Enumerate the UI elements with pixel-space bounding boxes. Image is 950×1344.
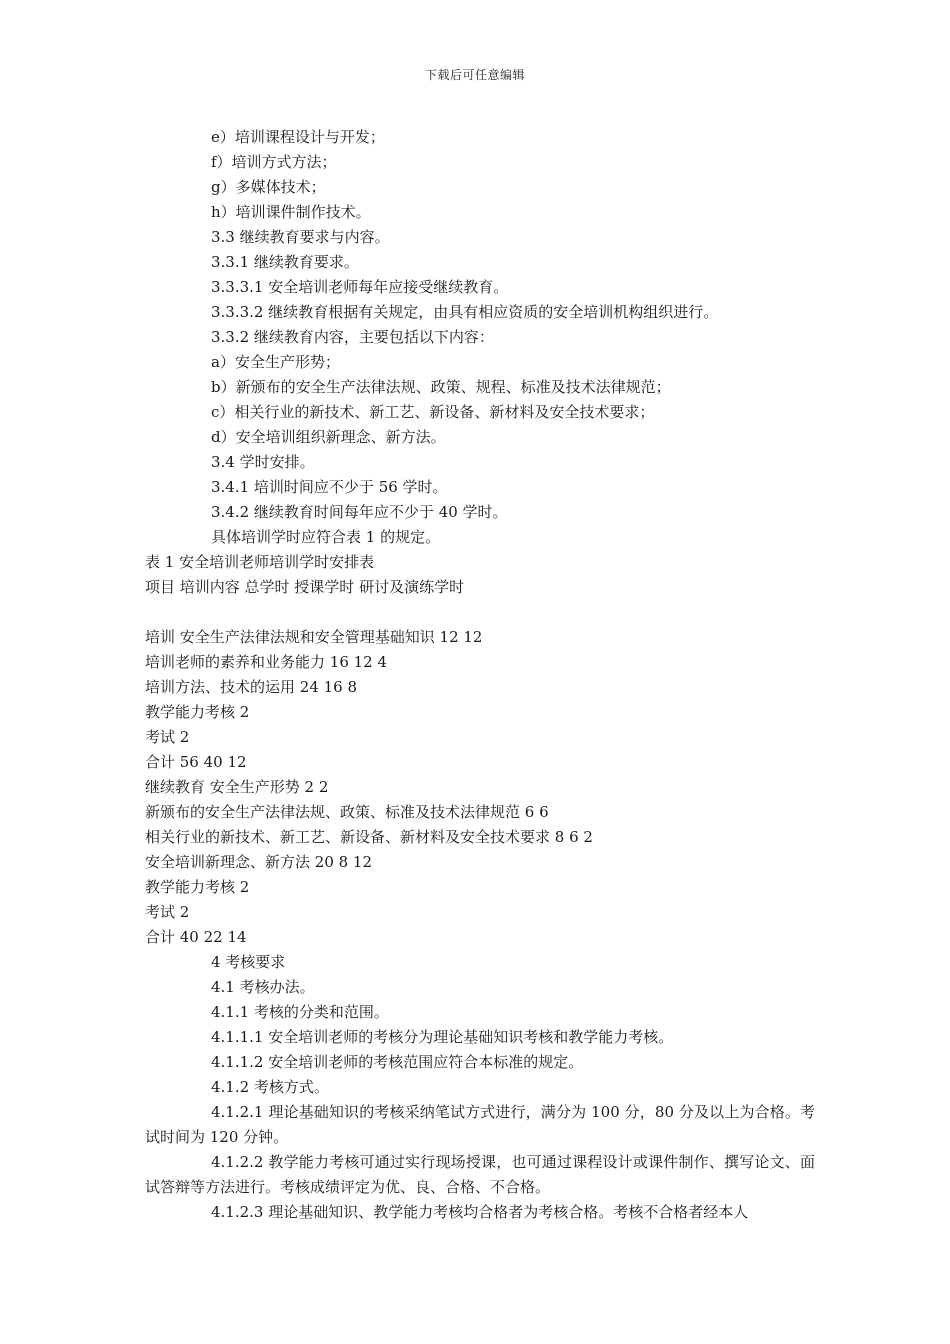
text-line: 项目 培训内容 总学时 授课学时 研讨及演练学时 bbox=[145, 578, 465, 596]
text-line: 相关行业的新技术、新工艺、新设备、新材料及安全技术要求 8 6 2 bbox=[145, 828, 593, 846]
text-line: 3.4.2 继续教育时间每年应不少于 40 学时。 bbox=[211, 503, 508, 521]
blank-line bbox=[145, 600, 815, 625]
text-line: 3.3 继续教育要求与内容。 bbox=[211, 228, 390, 246]
text-line: f）培训方式方法； bbox=[211, 153, 337, 171]
text-line: g）多媒体技术； bbox=[211, 178, 326, 196]
text-line: h）培训课件制作技术。 bbox=[211, 203, 371, 221]
text-line: 教学能力考核 2 bbox=[145, 703, 250, 721]
text-line: 3.3.3.1 安全培训老师每年应接受继续教育。 bbox=[211, 278, 509, 296]
text-line: 4.1.2 考核方式。 bbox=[211, 1078, 329, 1096]
text-line: 培训方法、技术的运用 24 16 8 bbox=[145, 678, 358, 696]
text-line: 3.4.1 培训时间应不少于 56 学时。 bbox=[211, 478, 448, 496]
text-line: 培训老师的素养和业务能力 16 12 4 bbox=[145, 653, 388, 671]
paragraph: 4.1.2.2 教学能力考核可通过实行现场授课，也可通过课程设计或课件制作、撰写论文、面试答辩等方法进行。考核成绩评定为优、良、合格、不合格。 bbox=[145, 1153, 815, 1196]
text-line: 3.3.3.2 继续教育根据有关规定，由具有相应资质的安全培训机构组织进行。 bbox=[211, 303, 719, 321]
text-line: 继续教育 安全生产形势 2 2 bbox=[145, 778, 329, 796]
text-line: 3.4 学时安排。 bbox=[211, 453, 315, 471]
text-line: d）安全培训组织新理念、新方法。 bbox=[211, 428, 446, 446]
text-line: 表 1 安全培训老师培训学时安排表 bbox=[145, 553, 375, 571]
text-line: 3.3.2 继续教育内容，主要包括以下内容： bbox=[211, 328, 494, 346]
text-line: 教学能力考核 2 bbox=[145, 878, 250, 896]
text-line: 具体培训学时应符合表 1 的规定。 bbox=[211, 528, 441, 546]
page-header: 下载后可任意编辑 bbox=[424, 68, 525, 82]
paragraph: 4.1.2.3 理论基础知识、教学能力考核均合格者为考核合格。考核不合格者经本人 bbox=[211, 1203, 749, 1221]
text-line: 考试 2 bbox=[145, 728, 190, 746]
document-body bbox=[145, 125, 815, 1225]
text-line: 安全培训新理念、新方法 20 8 12 bbox=[145, 853, 373, 871]
text-line: 合计 56 40 12 bbox=[145, 753, 247, 771]
text-line: 考试 2 bbox=[145, 903, 190, 921]
text-line: 4.1.1.2 安全培训老师的考核范围应符合本标准的规定。 bbox=[211, 1053, 584, 1071]
text-line: 4.1 考核办法。 bbox=[211, 978, 315, 996]
text-line: b）新颁布的安全生产法律法规、政策、规程、标准及技术法律规范； bbox=[211, 378, 671, 396]
text-line: 4 考核要求 bbox=[211, 953, 286, 971]
paragraph: 4.1.2.1 理论基础知识的考核采纳笔试方式进行，满分为 100 分，80 分及以上为合格。考试时间为 120 分钟。 bbox=[145, 1103, 815, 1146]
text-line: 4.1.1 考核的分类和范围。 bbox=[211, 1003, 389, 1021]
text-line: 3.3.1 继续教育要求。 bbox=[211, 253, 359, 271]
text-line: 培训 安全生产法律法规和安全管理基础知识 12 12 bbox=[145, 628, 483, 646]
text-line: 合计 40 22 14 bbox=[145, 928, 247, 946]
text-line: 4.1.1.1 安全培训老师的考核分为理论基础知识考核和教学能力考核。 bbox=[211, 1028, 674, 1046]
text-line: a）安全生产形势； bbox=[211, 353, 340, 371]
text-line: e）培训课程设计与开发； bbox=[211, 128, 385, 146]
text-line: c）相关行业的新技术、新工艺、新设备、新材料及安全技术要求； bbox=[211, 403, 655, 421]
text-line: 新颁布的安全生产法律法规、政策、标准及技术法律规范 6 6 bbox=[145, 803, 549, 821]
